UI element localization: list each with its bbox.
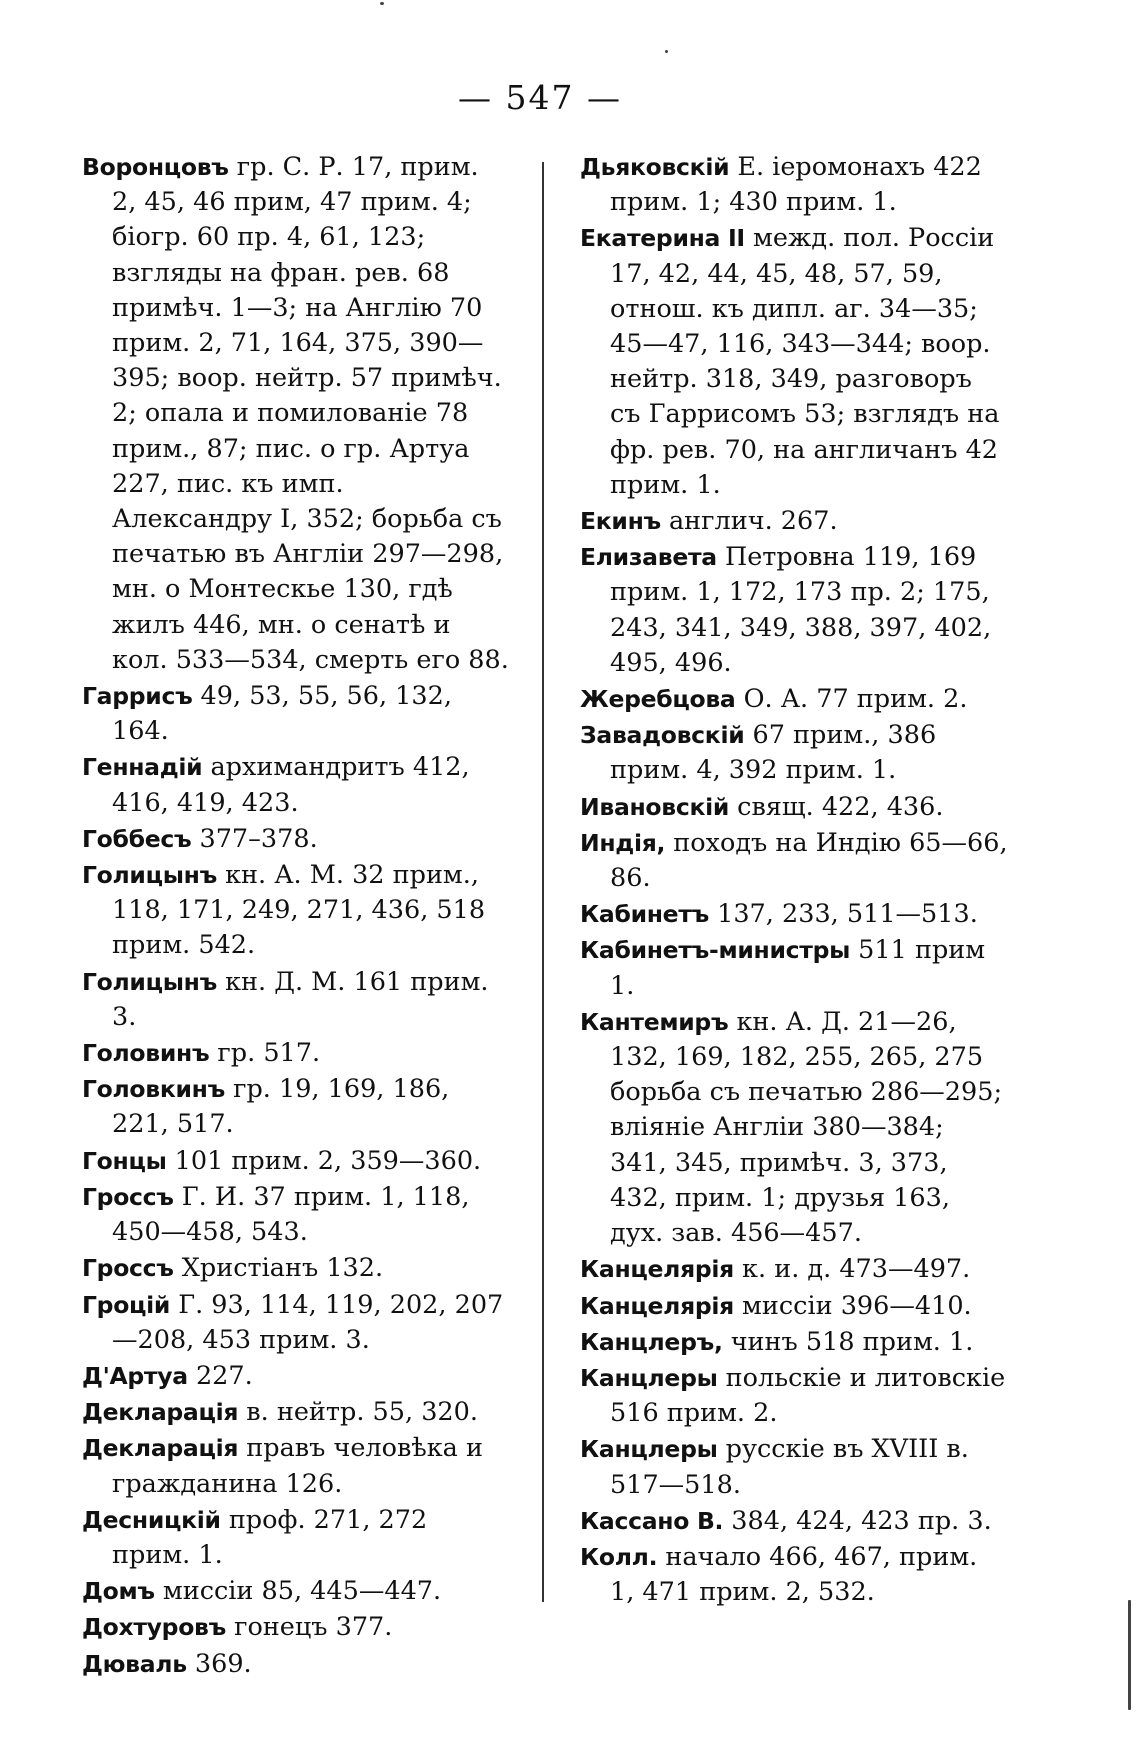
scan-speck xyxy=(1128,1600,1131,1710)
index-entry xyxy=(82,750,510,820)
index-entry xyxy=(580,718,1008,788)
index-entry xyxy=(580,1325,1008,1360)
entry-references: 67 прим., 386 прим. 4, 392 прим. 1. xyxy=(610,720,937,786)
entry-references: 369. xyxy=(194,1648,252,1679)
entry-headword: Екатерина II xyxy=(580,224,745,253)
entry-headword: Голицынъ xyxy=(82,967,217,996)
entry-headword: Дьяковскій xyxy=(580,153,730,181)
index-entry xyxy=(580,790,1008,825)
index-entry xyxy=(82,1251,510,1286)
entry-headword: Гаррисъ xyxy=(82,682,193,711)
entry-references: проф. 271, 272 прим. 1. xyxy=(112,1504,428,1570)
entry-references: свящ. 422, 436. xyxy=(737,791,944,822)
index-entry xyxy=(580,1361,1008,1431)
entry-references: О. А. 77 прим. 2. xyxy=(743,684,968,715)
entry-references: в. нейтр. 55, 320. xyxy=(246,1397,478,1428)
entry-headword: Домъ xyxy=(82,1577,155,1606)
entry-headword: Дюваль xyxy=(82,1649,187,1678)
entry-headword: Декларація xyxy=(82,1398,239,1427)
entry-headword: Екинъ xyxy=(580,507,661,536)
entry-headword: Гоббесъ xyxy=(82,824,192,853)
entry-headword: Кассано В. xyxy=(580,1506,724,1535)
index-entry xyxy=(82,679,510,749)
entry-references: гр. 517. xyxy=(217,1038,321,1069)
index-entry xyxy=(82,822,510,857)
entry-headword: Кантемиръ xyxy=(580,1007,729,1036)
index-entry xyxy=(82,1395,510,1430)
entry-references: гонецъ 377. xyxy=(234,1612,393,1643)
entry-references: Г. И. 37 прим. 1, 118, 450—458, 543. xyxy=(112,1181,470,1248)
entry-references: Е. іеромонахъ 422 прим. 1; 430 прим. 1. xyxy=(610,152,982,218)
index-entry xyxy=(580,540,1008,681)
entry-references: 49, 53, 55, 56, 132, 164. xyxy=(112,681,452,747)
scan-speck xyxy=(665,50,668,53)
entry-headword: Гроссъ xyxy=(82,1182,174,1211)
index-entry xyxy=(580,1289,1008,1324)
entry-references: 511 прим 1. xyxy=(610,935,986,1001)
entry-references: архимандритъ 412, 416, 419, 423. xyxy=(112,752,470,818)
entry-references: межд. пол. Россіи 17, 42, 44, 45, 48, 57, 59, отнош. къ дипл. аг. 34—35; 45—47, 116, 343—344; воор. нейтр. 318, 349, разговоръ съ Гаррисомъ 53; взглядъ на фр. рев. 70, на англичанъ 42 прим. 1. xyxy=(610,223,1000,500)
index-entry xyxy=(580,1540,1008,1610)
scan-speck xyxy=(380,2,384,5)
index-entry xyxy=(82,965,510,1035)
entry-references: 227. xyxy=(195,1360,253,1391)
index-entry xyxy=(580,1432,1008,1502)
index-entry xyxy=(82,1288,510,1358)
entry-headword: Канцлеры xyxy=(580,1363,718,1392)
entry-headword: Д'Артуа xyxy=(82,1361,188,1390)
right-index-column xyxy=(580,150,1008,1611)
entry-headword: Дохтуровъ xyxy=(82,1613,226,1642)
index-entry xyxy=(580,221,1008,503)
entry-references: гр. 19, 169, 186, 221, 517. xyxy=(112,1074,450,1140)
entry-headword: Гроссъ xyxy=(82,1254,174,1283)
entry-headword: Гроцій xyxy=(82,1290,171,1319)
entry-references: гр. С. Р. 17, прим. 2, 45, 46 прим, 47 прим. 4; біогр. 60 пр. 4, 61, 123; взгляды на фран. рев. 68 примѣч. 1—3; на Англію 70 прим. 2, 71, 164, 375, 390—395; воор. нейтр. 57 примѣч. 2; опала и помилованіе 78 прим., 87; пис. о гр. Артуа 227, пис. къ имп. Александру I, 352; борьба съ печатью въ Англіи 297—298, мн. о Монтескье 130, гдѣ жилъ 446, мн. о сенатѣ и кол. 533—534, смерть его 88. xyxy=(112,152,509,675)
index-entry xyxy=(82,1359,510,1394)
entry-references: русскіе въ XVIII в. 517—518. xyxy=(610,1434,969,1500)
entry-references: 137, 233, 511—513. xyxy=(717,899,978,930)
entry-headword: Кабинетъ xyxy=(580,900,709,929)
index-entry xyxy=(82,1431,510,1501)
index-entry xyxy=(82,1180,510,1250)
entry-headword: Канцлеры xyxy=(580,1435,718,1464)
entry-headword: Головинъ xyxy=(82,1039,210,1068)
entry-references: походъ на Индію 65—66, 86. xyxy=(610,827,1008,894)
left-index-column xyxy=(82,150,510,1683)
index-entry xyxy=(580,150,1008,220)
entry-references: к. и. д. 473—497. xyxy=(742,1254,971,1285)
index-entry xyxy=(580,897,1008,932)
index-entry xyxy=(82,1072,510,1142)
entry-headword: Десницкій xyxy=(82,1505,221,1534)
index-entry xyxy=(82,1503,510,1573)
entry-references: польскіе и литовскіе 516 прим. 2. xyxy=(610,1362,1006,1429)
entry-headword: Голицынъ xyxy=(82,861,217,890)
entry-references: Петровна 119, 169 прим. 1, 172, 173 пр. 2; 175, 243, 341, 349, 388, 397, 402, 495, 496. xyxy=(610,542,992,678)
page-number: — 547 — xyxy=(458,78,622,117)
entry-headword: Ивановскій xyxy=(580,792,730,821)
index-entry xyxy=(82,1036,510,1071)
entry-headword: Канцелярія xyxy=(580,1255,734,1284)
entry-headword: Геннадій xyxy=(82,753,203,782)
entry-references: Г. 93, 114, 119, 202, 207—208, 453 прим. 3. xyxy=(112,1289,504,1355)
index-entry xyxy=(82,858,510,964)
index-entry xyxy=(82,1144,510,1179)
entry-headword: Елизавета xyxy=(580,543,717,572)
entry-headword: Индія, xyxy=(580,828,666,857)
entry-references: кн. А. М. 32 прим., 118, 171, 249, 271, 436, 518 прим. 542. xyxy=(112,860,486,961)
entry-headword: Канцлеръ, xyxy=(580,1327,723,1356)
index-entry xyxy=(82,1574,510,1609)
entry-headword: Головкинъ xyxy=(82,1075,225,1104)
entry-references: миссіи 85, 445—447. xyxy=(162,1576,442,1607)
entry-headword: Воронцовъ xyxy=(82,153,229,181)
entry-references: миссіи 396—410. xyxy=(742,1290,972,1321)
index-entry xyxy=(580,1005,1008,1251)
entry-headword: Завадовскій xyxy=(580,721,745,750)
entry-headword: Канцелярія xyxy=(580,1291,734,1320)
index-entry xyxy=(82,150,510,678)
entry-references: 384, 424, 423 пр. 3. xyxy=(731,1505,992,1536)
index-entry xyxy=(580,1504,1008,1539)
index-entry xyxy=(580,826,1008,896)
entry-headword: Жеребцова xyxy=(580,685,736,714)
index-entry xyxy=(580,504,1008,539)
entry-references: кн. А. Д. 21—26, 132, 169, 182, 255, 265, 275 борьба съ печатью 286—295; вліяніе Англіи 380—384; 341, 345, примѣч. 3, 373, 432, прим. 1; друзья 163, дух. зав. 456—457. xyxy=(610,1006,1003,1249)
entry-references: правъ человѣка и гражданина 126. xyxy=(112,1433,483,1499)
entry-references: начало 466, 467, прим. 1, 471 прим. 2, 532. xyxy=(610,1541,978,1608)
entry-references: чинъ 518 прим. 1. xyxy=(730,1326,974,1357)
entry-references: 377–378. xyxy=(199,823,318,854)
index-entry xyxy=(580,933,1008,1003)
index-entry xyxy=(580,682,1008,717)
entry-references: англич. 267. xyxy=(668,506,838,537)
index-entry xyxy=(82,1610,510,1645)
entry-references: 101 прим. 2, 359—360. xyxy=(174,1145,482,1176)
column-divider xyxy=(542,162,544,1602)
index-entry xyxy=(82,1647,510,1682)
index-entry xyxy=(580,1252,1008,1287)
entry-references: кн. Д. М. 161 прим. 3. xyxy=(112,966,489,1032)
entry-headword: Колл. xyxy=(580,1542,658,1571)
entry-headword: Кабинетъ-министры xyxy=(580,936,851,965)
entry-headword: Декларація xyxy=(82,1434,239,1463)
entry-headword: Гонцы xyxy=(82,1146,167,1175)
entry-references: Христіанъ 132. xyxy=(181,1253,384,1284)
